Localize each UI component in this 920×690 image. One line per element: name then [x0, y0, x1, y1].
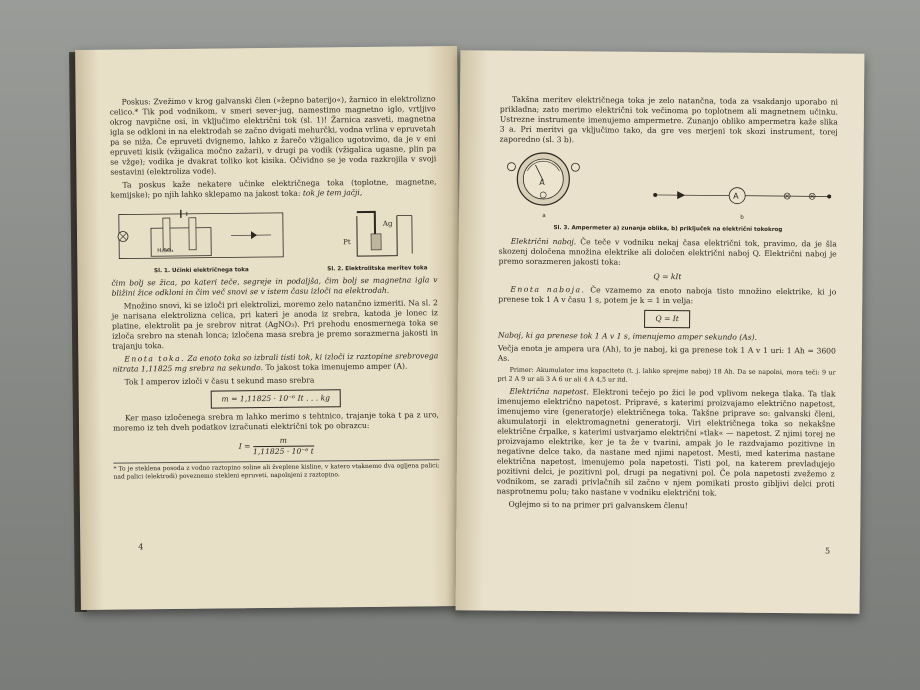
- voltage-text: Elektroni tečejo po žici le pod vplivom nekega tlaka. Ta tlak imenujemo električno napetost. Pripravé, s katerimi proizvajamo električno napetost, imenujemo vire (generatorje) električnega toka. Takšne priprave so: galvanski členi, akumulatorji in elektromagnetni generatorji. Viri električnega toka so nekakšne električne črpalke, s katerimi ustvarjamo električni »tlak« — napetost. Z njimi torej ne proizvajamo elektrike, ker je ta že v tvarini, ampak jo le razdvajamo pozitivne in negativne delce tako, da nastane med njimi napetost. Mesti, med katerima nastane električna napetost, imenujemo pola napetosti. Tisti pol, na katerem prevladujejo pozitivni delci, je pozitivni pol, drugi pa negativni pol. Če pola napetosti zvežemo z vodnikom, se zaradi privlačnih sil začno v njem pomikati prosto gibljivi delci proti nasprotnemu polu; tako nastane v vodniku električni tok.: [496, 387, 836, 498]
- charge-formula: Q = kIt: [653, 271, 682, 282]
- unit-of-current-definition: Za enoto toka so izbrali tisti tok, ki izloči iz raztopine srebrovega nitrata 1,11825 mg srebra na sekundo.: [112, 351, 439, 374]
- electrolysis-cell-diagram: [317, 203, 438, 262]
- right-paragraph-3: [498, 285, 836, 308]
- left-paragraph-2-italic: tok je tem jačji,: [302, 188, 363, 198]
- figure-1-caption: Sl. 1. Učinki električnega toka: [153, 267, 249, 275]
- fig1-h2so4-label: H₂SO₄: [157, 247, 174, 255]
- charge-unit-text: Če vzamemo za enoto naboja tisto množino elektrike, ki jo prenese tok 1 A v času 1 s, potem je k = 1 in velja:: [498, 285, 837, 306]
- figure-3b: [647, 180, 837, 224]
- charge-unit-heading: Enota naboja.: [510, 284, 586, 295]
- right-page-number: 5: [824, 546, 831, 556]
- left-paragraph-7: Ker maso izločenega srebra m lahko merimo s tehtnico, trajanje toka t pa z uro, moremo iz teh dveh podatkov izračunati električni tok po obrazcu:: [112, 410, 439, 433]
- charge-heading: Električni naboj.: [510, 236, 577, 247]
- circuit-diagram: [111, 205, 292, 265]
- silver-mass-formula: m = 1,11825 · 10⁻⁶ It . . . kg: [210, 389, 341, 408]
- figure-3-caption: Sl. 3. Ampermeter a) zunanja oblika, b) priključek na električni tokokrog: [553, 225, 783, 234]
- left-paragraph-4: Množino snovi, ki se izloči pri elektrolizi, moremo zelo natančno izmeriti. Na sl. 2 je narisana elektrolizna celica, pri kateri je anoda iz srebra, katoda je lonec iz platine, elektrolit pa je srebrov nitrat (AgNO₃). Pri prehodu enosmernega toka se izloča srebro na stenah lonca; izločena masa srebra je premo sorazmerna jakosti in trajanju toka.: [111, 298, 439, 351]
- right-paragraph-5: Večja enota je ampera ura (Ah), to je naboj, ki ga prenese tok 1 A v 1 uri: 1 Ah = 3600 As.: [497, 343, 836, 363]
- charge-unit-formula: Q = It: [644, 310, 690, 328]
- fig2-pt-label: Pt: [343, 238, 351, 247]
- left-paragraph-6: Tok I amperov izloči v času t sekund maso srebra: [124, 375, 315, 387]
- figure-3: [499, 151, 838, 224]
- figure-3a-label: a: [542, 212, 546, 219]
- unit-of-current-heading: Enota toka.: [124, 353, 186, 364]
- ammeter-face-label: A: [539, 177, 545, 187]
- left-page: [75, 46, 463, 610]
- unit-of-current-tail: To jakost toka imenujemo amper (A).: [262, 361, 408, 373]
- right-paragraph-6: [497, 387, 836, 500]
- current-formula: [113, 434, 439, 458]
- fig2-ag-label: Ag: [382, 219, 393, 228]
- figure-2-caption: Sl. 2. Elektrolitska meritev toka: [327, 265, 428, 273]
- current-formula-denominator: 1,11825 · 10⁻⁶ t: [252, 446, 314, 457]
- right-paragraph-4: Naboj, ki ga prenese tok 1 A v 1 s, imenujemo amper sekundo (As).: [497, 330, 758, 342]
- figure-3a: [499, 151, 590, 222]
- circuit-meter-label: A: [733, 191, 739, 201]
- figure-2: [317, 203, 438, 274]
- right-page-text: [496, 95, 838, 516]
- current-formula-lhs: I =: [238, 441, 251, 451]
- ammeter-circuit-diagram: [647, 180, 837, 212]
- right-paragraph-2: [499, 237, 837, 270]
- left-paragraph-2-text: Ta poskus kaže nekatere učinke električnega toka (toplotne, magnetne, kemijske); po njih lahko sklepamo na jakost toka:: [110, 177, 437, 200]
- left-paragraph-1: Poskus: Zvežimo v krog galvanski člen (»žepno baterijo«), žarnico in elektrolizno celico.* Tik pod vodnikom, v smeri sever-jug, namestimo magnetno iglo, vrtljivo okrog navpične osi, in vključimo električni tok (sl. 1)! Žarnica zasveti, magnetna igla se odkloni in na elektrodah se začno dvigati mehurčki, vodna vrlina v epruvetah pa se niža. Če epruveti dvignemo, lahko z žarečo vžigalico ugotovimo, da je v eni epruveti kisik (vžigalica močno zažari), v drugi pa vodik (vžigalica ugasne, plin pa se vžge); vodika je dvakrat toliko kot kisika. Očividno se je voda razkrojila v svoji sestavini (elektroliza vode).: [109, 94, 437, 177]
- right-example-note: Primer: Akumulator ima kapaciteto (t. j. lahko sprejme naboj) 18 Ah. Da se napolni, mora teči: 9 ur pri 2 A 9 ur ali 3 A 6 ur ali 4 A 4,5 ur itd.: [497, 366, 836, 384]
- voltage-heading: Električna napetost.: [509, 386, 589, 397]
- left-paragraph-3: čim bolj se žica, po kateri teče, segreje in podaljša, čim bolj se magnetna igla v bližini žice odkloni in čim več snovi se v istem času izloči na elektrodah.: [111, 275, 438, 298]
- ammeter-illustration: [499, 151, 590, 210]
- left-footnote: * To je steklena posoda z vodno raztopino soline ali žveplene kisline, v katero vtaknemo dva ogljena palici; nad palici (elektrodi) poveznemo stekleni epruveti, napolnjeni z raztopino.: [113, 459, 439, 481]
- current-formula-numerator: m: [253, 436, 314, 448]
- open-book: [70, 38, 870, 628]
- figures-1-2: [111, 203, 438, 276]
- charge-text: Če teče v vodniku nekaj časa električni tok, pravimo, da je šla skozenj določena množina elektrike ali določen električni naboj Q. Električni naboj je premo sorazmeren jakosti toka:: [498, 237, 837, 267]
- left-paragraph-5: [112, 351, 438, 374]
- figure-1: [111, 205, 292, 277]
- left-paragraph-2: [110, 177, 436, 200]
- left-page-number: 4: [138, 542, 144, 552]
- current-formula-fraction: [253, 436, 314, 458]
- right-page: [456, 50, 865, 614]
- right-paragraph-7: Oglejmo si to na primer pri galvanskem členu!: [508, 499, 688, 511]
- figure-3b-label: b: [740, 214, 744, 221]
- left-page-text: [110, 94, 440, 481]
- right-paragraph-1: Takšna meritev električnega toka je zelo natančna, toda za vsakdanjo uporabo ni prikladna; zato merimo električni tok večinoma po toplotnem ali magnetnem učinku. Ustrezne instrumente imenujemo ampermetre. Zunanjo obliko ampermetra kaže slika 3 a. Pri meritvi ga vključimo tako, da gre ves merjeni tok skozi instrument, torej zaporedno (sl. 3 b).: [499, 94, 839, 145]
